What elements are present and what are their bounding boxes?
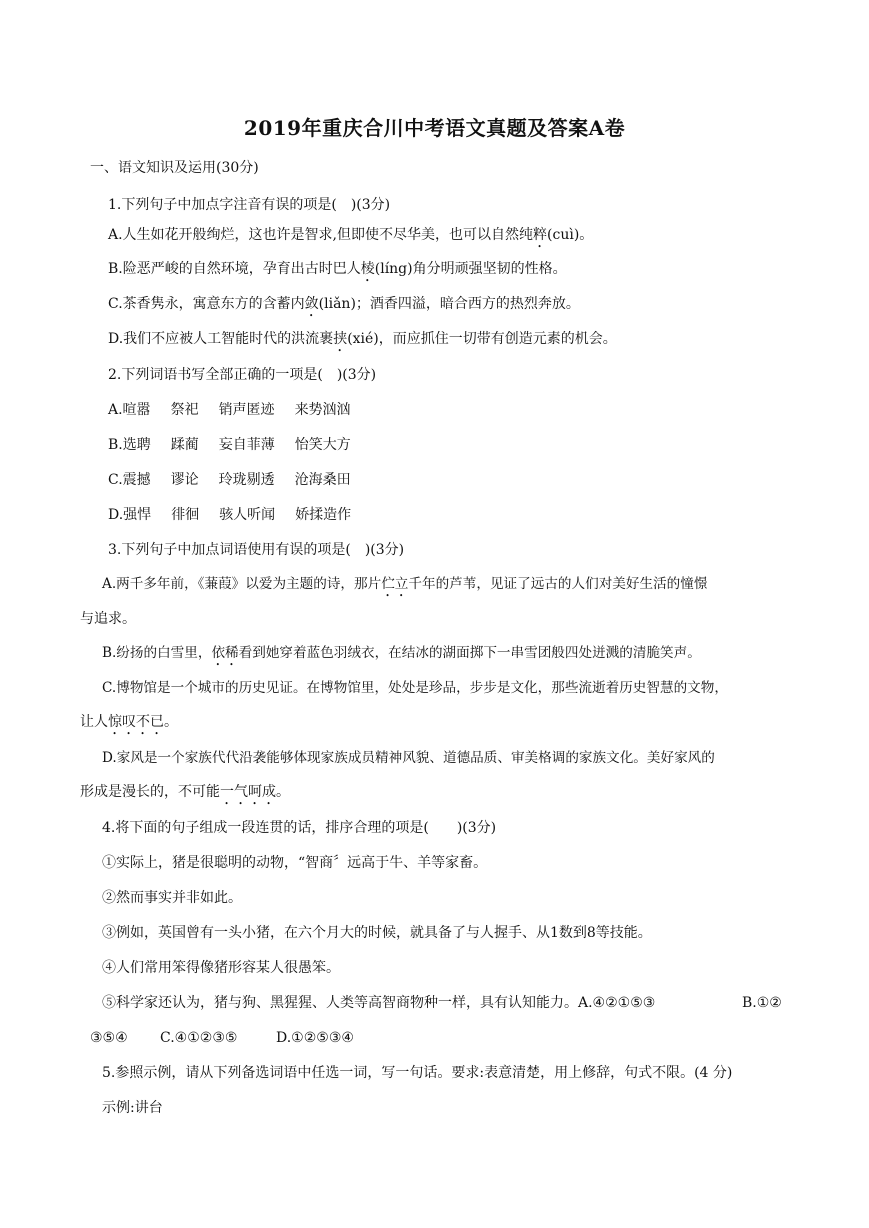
option-text: (cuì)。 <box>547 227 594 243</box>
option-text: A.两千多年前，《蒹葭》以爱为主题的诗，那片 <box>102 576 382 592</box>
option-text: 千年的芦苇，见证了远古的人们对美好生活的憧憬 <box>408 576 708 592</box>
question-3-option-c-cont <box>80 712 178 738</box>
question-3-option-b <box>102 643 701 669</box>
question-4-option-b-cont: ③⑤④ <box>90 1030 128 1046</box>
section-heading: 一、语文知识及运用(30分) <box>90 160 259 176</box>
word: 娇揉造作 <box>295 507 352 523</box>
question-4-option-d: D.①②⑤③④ <box>276 1030 354 1046</box>
question-3-stem: 3.下列句子中加点词语使用有误的项是( )(3分) <box>108 542 405 558</box>
word: C.震撼 <box>108 472 151 488</box>
word: 谬论 <box>170 472 199 488</box>
option-text: 形成是漫长的，不可能 <box>80 784 220 800</box>
word: 妄自菲薄 <box>218 437 275 453</box>
word: 沧海桑田 <box>294 472 351 488</box>
question-3-option-d-cont <box>80 782 290 808</box>
question-1-stem: 1.下列句子中加点字注音有误的项是( )(3分) <box>108 197 391 213</box>
word: A.喧嚣 <box>108 402 151 418</box>
option-text: 。 <box>164 714 178 730</box>
question-2-option-a <box>108 400 371 420</box>
question-4-option-b: B.①② <box>742 995 782 1011</box>
dotted-word: 伫立 <box>381 576 409 592</box>
question-4-stem: 4.将下面的句子组成一段连贯的话，排序合理的项是( )(3分) <box>102 820 497 836</box>
question-3-option-a <box>102 574 707 600</box>
question-3-option-c: C.博物馆是一个城市的历史见证。在博物馆里，处处是珍品，步步是文化，那些流逝着历史智慧的文物， <box>102 680 728 696</box>
question-2-option-b <box>108 435 371 455</box>
question-2-stem: 2.下列词语书写全部正确的一项是( )(3分) <box>108 367 377 383</box>
dotted-word: 一气呵成 <box>220 784 276 800</box>
word: 怡笑大方 <box>294 437 351 453</box>
option-text: (xié)，而应抓住一切带有创造元素的机会。 <box>347 331 617 347</box>
option-text: (liǎn)；酒香四溢，暗合西方的热烈奔放。 <box>318 296 580 312</box>
question-2-option-c <box>108 470 371 490</box>
option-text: D.我们不应被人工智能时代的洪流裹 <box>108 331 334 347</box>
dotted-word: 惊叹不已 <box>108 714 164 730</box>
option-text: 。 <box>276 784 290 800</box>
question-3-option-d: D.家风是一个家族代代沿袭能够体现家族成员精神风貌、道德品质、审美格调的家族文化。美好家风的 <box>102 750 715 766</box>
dotted-word: 依稀 <box>211 645 239 661</box>
dotted-char: 敛 <box>304 296 319 312</box>
question-4-sentence-3: ③例如，英国曾有一头小猪，在六个月大的时候，就具备了与人握手、从1数到8等技能。 <box>102 925 652 941</box>
dotted-char: 棱 <box>360 261 375 277</box>
word: 骇人听闻 <box>219 507 276 523</box>
question-5-stem: 5.参照示例，请从下列备选词语中任选一词，写一句话。要求:表意清楚，用上修辞，句式不限。(4 分) <box>102 1065 733 1081</box>
word: 销声匿迹 <box>218 402 275 418</box>
question-1-option-c <box>108 294 580 320</box>
word: 徘徊 <box>171 507 200 523</box>
dotted-char: 粹 <box>533 227 548 243</box>
option-text: A.人生如花开般绚烂，这也许是智求,但即使不尽华美，也可以自然纯 <box>108 227 534 243</box>
option-text: B.纷扬的白雪里， <box>102 645 212 661</box>
option-text: B.险恶严峻的自然环境，孕育出古时巴人 <box>108 261 361 277</box>
option-text: C.茶香隽永，寓意东方的含蓄内 <box>108 296 305 312</box>
question-4-sentence-5: ⑤科学家还认为，猪与狗、黑猩猩、人类等高智商物种一样，具有认知能力。A.④②①⑤③ <box>102 995 656 1011</box>
word: D.强悍 <box>108 507 152 523</box>
question-4-sentence-1: ①实际上，猪是很聪明的动物，“智商〞远高于牛、羊等家畜。 <box>102 855 488 871</box>
option-text: (líng)角分明顽强坚韧的性格。 <box>374 261 567 277</box>
question-4-option-c: C.④①②③⑤ <box>160 1030 238 1046</box>
option-text: 看到她穿着蓝色羽绒衣，在结冰的湖面掷下一串雪团般四处迸溅的清脆笑声。 <box>238 645 701 661</box>
document-title: 2019年重庆合川中考语文真题及答案A卷 <box>243 116 626 140</box>
word: 蹂蔺 <box>170 437 199 453</box>
question-4-sentence-4: ④人们常用笨得像猪形容某人很愚笨。 <box>102 960 340 976</box>
question-3-option-a-cont: 与追求。 <box>80 611 136 627</box>
question-1-option-b <box>108 259 567 285</box>
word: 来势汹汹 <box>294 402 351 418</box>
option-text: 让人 <box>80 714 108 730</box>
question-1-option-a <box>108 225 593 251</box>
dotted-char: 挟 <box>333 331 348 347</box>
question-1-option-d <box>108 329 617 355</box>
question-5-example: 示例:讲台 <box>102 1100 163 1116</box>
word: B.选聘 <box>108 437 151 453</box>
question-4-sentence-2: ②然而事实并非如此。 <box>102 890 242 906</box>
word: 玲珑剔透 <box>218 472 275 488</box>
question-2-option-d <box>108 505 371 525</box>
word: 祭祀 <box>170 402 199 418</box>
